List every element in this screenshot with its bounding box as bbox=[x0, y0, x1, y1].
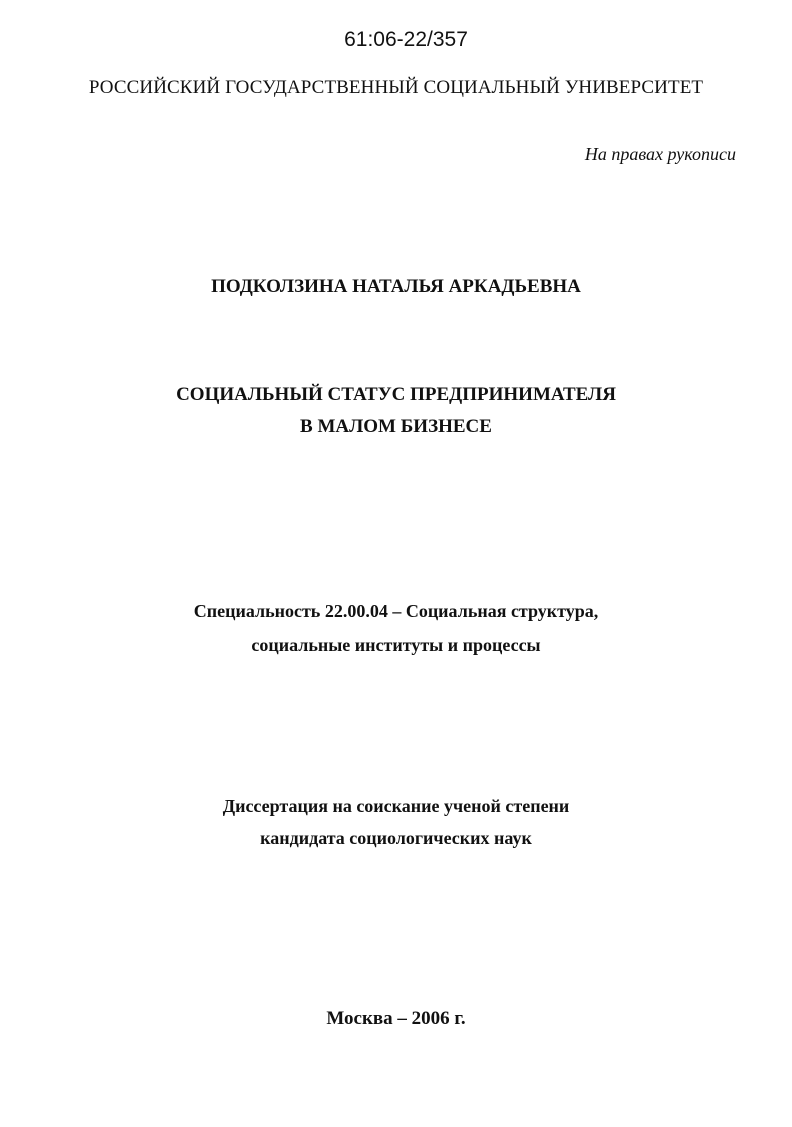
thesis-title-line-2: В МАЛОМ БИЗНЕСЕ bbox=[300, 416, 492, 437]
manuscript-note: На правах рукописи bbox=[584, 144, 736, 164]
place-and-year: Москва – 2006 г. bbox=[326, 1008, 466, 1029]
dissertation-degree-line-2: кандидата социологических наук bbox=[260, 828, 532, 848]
specialty-line-2: социальные институты и процессы bbox=[251, 635, 541, 655]
thesis-title-line-1: СОЦИАЛЬНЫЙ СТАТУС ПРЕДПРИНИМАТЕЛЯ bbox=[176, 384, 616, 405]
dissertation-degree-line-1: Диссертация на соискание ученой степени bbox=[222, 796, 570, 816]
archive-stamp-number: 61:06-22/357 bbox=[344, 28, 468, 51]
university-name: РОССИЙСКИЙ ГОСУДАРСТВЕННЫЙ СОЦИАЛЬНЫЙ УНИВЕРСИТЕТ bbox=[88, 77, 704, 98]
specialty-line-1: Специальность 22.00.04 – Социальная структура, bbox=[193, 601, 599, 621]
author-name: ПОДКОЛЗИНА НАТАЛЬЯ АРКАДЬЕВНА bbox=[211, 276, 581, 297]
